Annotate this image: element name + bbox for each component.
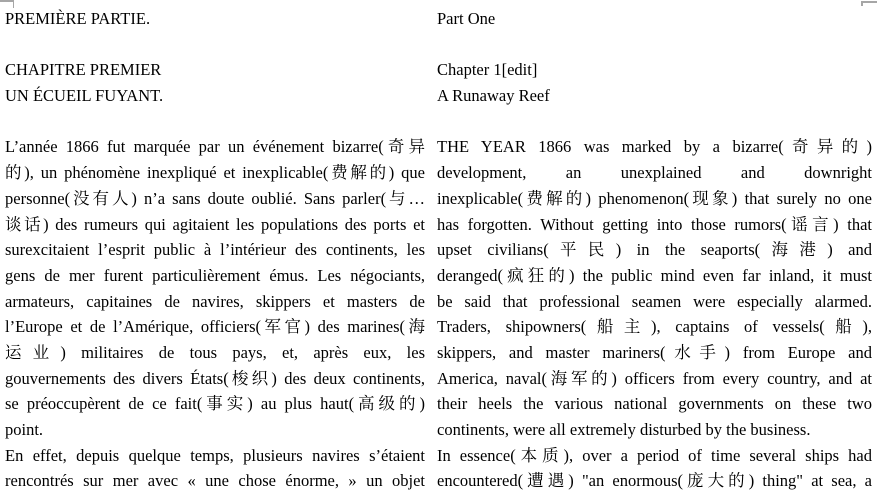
text-line: Chapter 1[edit] — [437, 60, 538, 80]
english-text-column — [437, 6, 872, 494]
text-line: UN ÉCUEIL FUYANT. — [5, 86, 164, 106]
text-line: Traders, shipowners(船主), captains of vessels(船), — [437, 317, 872, 337]
crop-mark-top-right-horizontal — [861, 1, 877, 3]
text-line: rencontrés sur mer avec « une chose énorme, » un objet — [5, 471, 425, 491]
text-line: surexcitaient l’esprit public à l’intérieur des continents, les — [5, 240, 425, 260]
text-line: upset civilians(平民) in the seaports(海港) and — [437, 240, 872, 260]
text-line: Part One — [437, 9, 496, 28]
text-line: gens de mer furent particulièrement émus. Les négociants, — [5, 265, 425, 285]
text-line: En effet, depuis quelque temps, plusieurs navires s’étaient — [5, 445, 425, 465]
crop-mark-top-right-vertical — [861, 1, 863, 6]
text-line: A Runaway Reef — [437, 86, 550, 106]
text-line: skippers, and master mariners(水手) from Europe and — [437, 342, 872, 362]
text-line — [437, 32, 872, 58]
text-line — [5, 109, 425, 135]
text-line: point. — [5, 420, 44, 439]
french-text-column — [5, 6, 425, 494]
text-line: 的), un phénomène inexpliqué et inexplicable(费解的) que — [5, 163, 425, 183]
text-line: THE YEAR 1866 was marked by a bizarre(奇异的) — [437, 137, 872, 157]
text-line: their heels the various national governments on these two — [437, 394, 872, 414]
text-line: gouvernements des divers États(梭织) des deux continents, — [5, 368, 425, 388]
crop-mark-top-left-vertical — [13, 0, 15, 8]
crop-mark-top-right — [861, 1, 877, 7]
text-line: development, an unexplained and downright — [437, 163, 872, 183]
text-line — [437, 109, 872, 135]
text-line: be said that professional seamen were especially alarmed. — [437, 291, 872, 311]
text-line: L’année 1866 fut marquée par un événement bizarre(奇异 — [5, 137, 425, 157]
text-line: personne(没有人) n’a sans doute oublié. Sans parler(与… — [5, 188, 425, 208]
text-line: In essence(本质), over a period of time several ships had — [437, 445, 872, 465]
text-line: CHAPITRE PREMIER — [5, 60, 162, 80]
text-line: America, naval(海军的) officers from every country, and at — [437, 368, 872, 388]
text-line: l’Europe et de l’Amérique, officiers(军官) des marines(海 — [5, 317, 425, 337]
text-line: continents, were all extremely disturbed by the business. — [437, 420, 811, 439]
text-line: 谈话) des rumeurs qui agitaient les populations des ports et — [5, 214, 425, 234]
text-line: inexplicable(费解的) phenomenon(现象) that surely no one — [437, 188, 872, 208]
text-line: se préoccupèrent de ce fait(事实) au plus haut(高级的) — [5, 394, 425, 414]
text-line — [5, 32, 425, 58]
text-line: PREMIÈRE PARTIE. — [5, 9, 151, 28]
text-line: deranged(疯狂的) the public mind even far inland, it must — [437, 265, 872, 285]
text-line: 运业) militaires de tous pays, et, après eux, les — [5, 342, 425, 362]
text-line: encountered(遭遇) "an enormous(庞大的) thing" at sea, a — [437, 471, 872, 491]
text-line: armateurs, capitaines de navires, skippers et masters de — [5, 291, 425, 311]
text-line: has forgotten. Without getting into those rumors(谣言) that — [437, 214, 872, 234]
crop-mark-top-left — [0, 0, 14, 9]
